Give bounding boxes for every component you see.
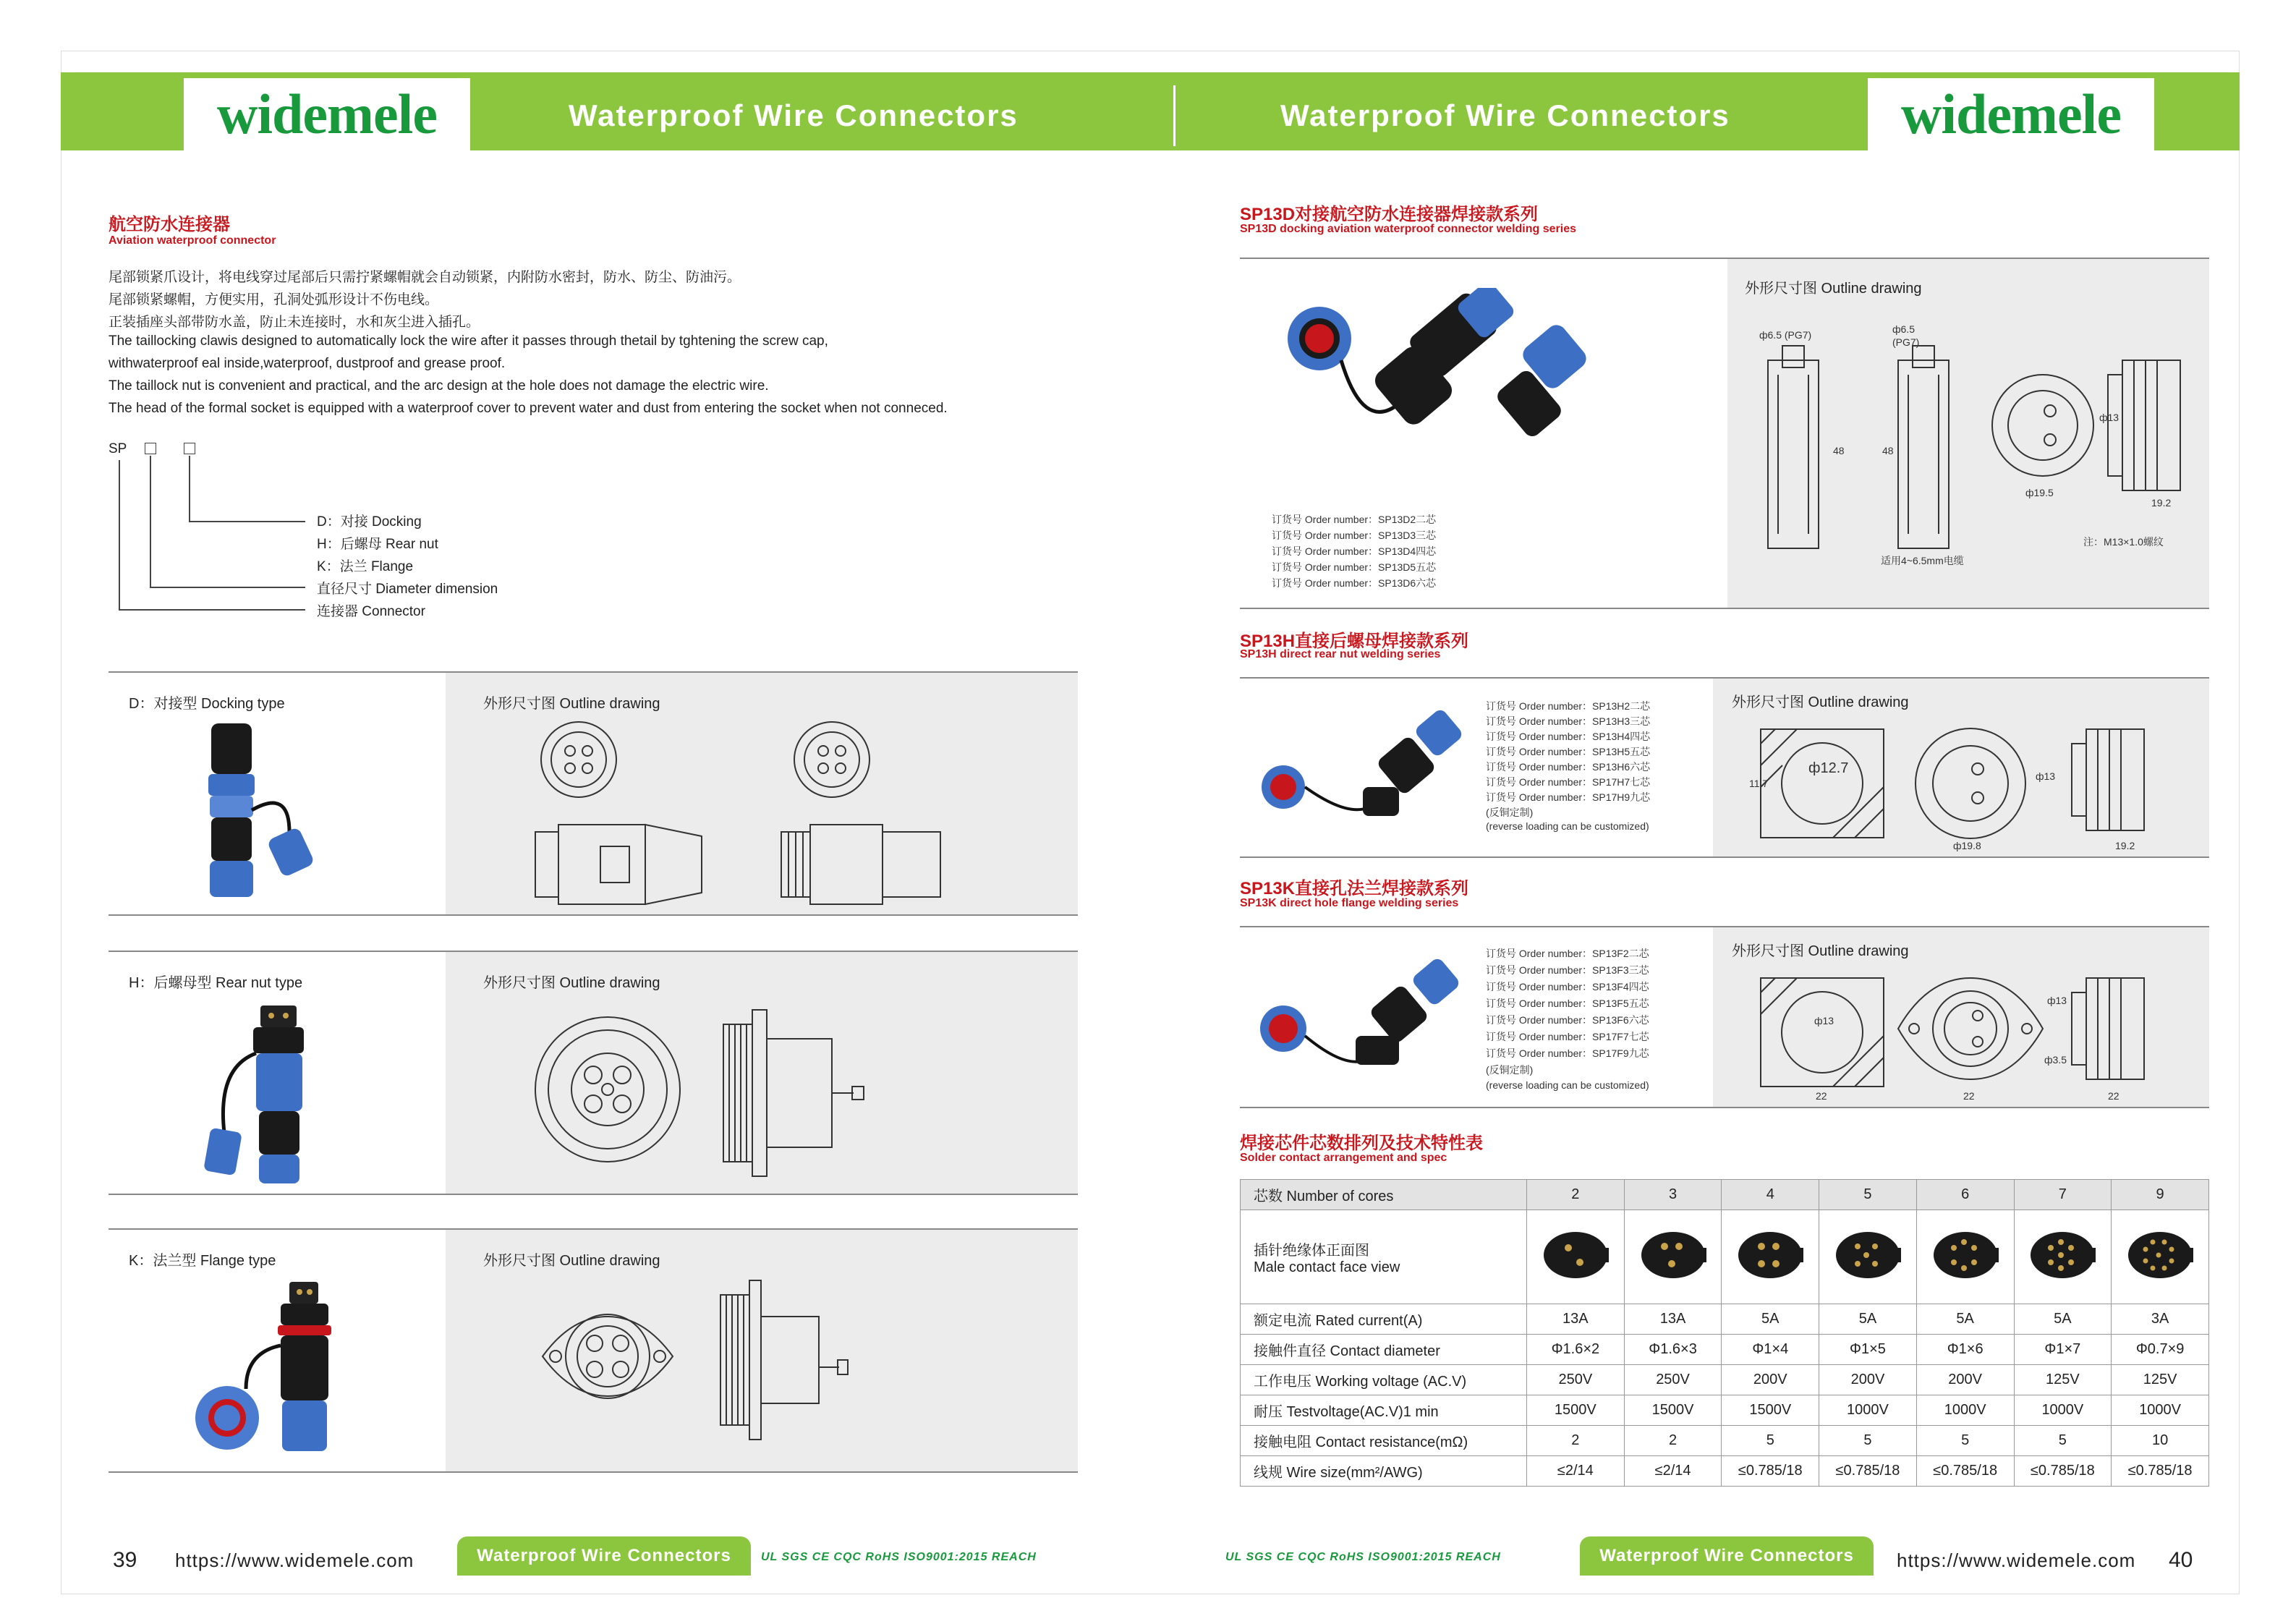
dim-label: ф6.5 <box>1892 323 1915 335</box>
core-count: 4 <box>1722 1180 1819 1210</box>
header-title-left: Waterproof Wire Connectors <box>569 98 1019 132</box>
face-view-cell <box>1819 1210 1917 1304</box>
table-row-working-voltage <box>1241 1365 2209 1395</box>
dim-label: ф13 <box>1814 1015 1834 1026</box>
cell: ≤0.785/18 <box>1916 1456 2014 1487</box>
code-item-diameter: 直径尺寸 Diameter dimension <box>317 582 498 597</box>
order-number: 订货号 Order number：SP17F9九芯 <box>1486 1047 1649 1059</box>
certification-marks-left: UL SGS CE CQC RoHS ISO9001:2015 REACH <box>761 1551 1037 1563</box>
footer-url-left[interactable]: https://www.widemele.com <box>175 1549 414 1571</box>
cell: ≤0.785/18 <box>2014 1456 2112 1487</box>
left-section-title: 航空防水连接器 <box>109 215 230 234</box>
code-item-connector: 连接器 Connector <box>317 604 425 619</box>
cell: 5 <box>1916 1426 2014 1456</box>
docking-connector-photo <box>181 716 354 911</box>
intro-line: 正装插座头部带防水盖，防止未连接时，水和灰尘进入插孔。 <box>109 315 480 330</box>
face-view-5-pin <box>1832 1226 1904 1284</box>
code-item-docking: D：对接 Docking <box>317 514 422 530</box>
dim-label: 22 <box>1963 1090 1975 1102</box>
cell: 13A <box>1624 1304 1722 1335</box>
cell: 2 <box>1624 1426 1722 1456</box>
sp13h-connector-photo <box>1247 700 1479 845</box>
order-number: 订货号 Order number：SP13F3三芯 <box>1486 964 1649 976</box>
code-item-flange: K：法兰 Flange <box>317 559 414 574</box>
cell: 250V <box>1527 1365 1625 1395</box>
brand-logo-text: widemele <box>217 82 437 145</box>
order-number: 订货号 Order number：SP13F2二芯 <box>1486 948 1649 959</box>
sp13k-connector-photo <box>1247 949 1479 1094</box>
code-line <box>189 521 305 522</box>
cell: ≤0.785/18 <box>1722 1456 1819 1487</box>
code-line <box>119 460 120 611</box>
row-label: 线规 Wire size(mm²/AWG) <box>1241 1456 1527 1487</box>
series-subtitle-sp13h: SP13H direct rear nut welding series <box>1240 648 1441 660</box>
dim-label: 11.7 <box>1749 778 1769 789</box>
cell: 1000V <box>1916 1395 2014 1426</box>
intro-line: 尾部锁紧爪设计，将电线穿过尾部后只需拧紧螺帽就会自动锁紧，内附防水密封，防水、防尘、防油污。 <box>109 270 741 285</box>
dim-label: 19.2 <box>2115 840 2135 851</box>
code-box-diameter <box>145 443 156 454</box>
footer-pill-right: Waterproof Wire Connectors <box>1580 1536 1874 1576</box>
table-row-contact-resistance <box>1241 1426 2209 1456</box>
dim-label: ф6.5 (PG7) <box>1759 329 1812 341</box>
drawing-label: 外形尺寸图 Outline drawing <box>483 975 660 991</box>
table-row-wire-size <box>1241 1456 2209 1487</box>
core-count: 2 <box>1527 1180 1625 1210</box>
cell: ≤0.785/18 <box>2112 1456 2209 1487</box>
sp13d-connector-photo <box>1276 288 1609 476</box>
dim-label: ф13 <box>2047 995 2067 1006</box>
table-subtitle: Solder contact arrangement and spec <box>1240 1152 1447 1164</box>
cell: 5 <box>1722 1426 1819 1456</box>
page-number-left: 39 <box>113 1548 137 1572</box>
face-view-cell <box>1722 1210 1819 1304</box>
intro-line: The taillock nut is convenient and practical, and the arc design at the hole does not damage the electric wire. <box>109 378 769 394</box>
core-count: 7 <box>2014 1180 2112 1210</box>
brand-logo-left <box>184 78 470 150</box>
row-label: 耐压 Testvoltage(AC.V)1 min <box>1241 1395 1527 1426</box>
order-note: (reverse loading can be customized) <box>1486 820 1649 832</box>
cell: 1500V <box>1527 1395 1625 1426</box>
order-number: 订货号 Order number：SP17H7七芯 <box>1486 776 1651 788</box>
code-line <box>150 587 305 588</box>
series-title-sp13k: SP13K直接孔法兰焊接款系列 <box>1240 879 1469 898</box>
cell: Φ1×6 <box>1916 1335 2014 1365</box>
dim-label: 48 <box>1882 445 1894 456</box>
code-item-rear-nut: H：后螺母 Rear nut <box>317 537 438 552</box>
series-subtitle-sp13k: SP13K direct hole flange welding series <box>1240 897 1459 909</box>
certification-marks-right: UL SGS CE CQC RoHS ISO9001:2015 REACH <box>1225 1551 1501 1563</box>
code-line <box>150 456 151 587</box>
type-label: H：后螺母型 Rear nut type <box>129 975 303 991</box>
cell: 250V <box>1624 1365 1722 1395</box>
intro-line: 尾部锁紧螺帽，方便实用，孔洞处弧形设计不伤电线。 <box>109 292 439 307</box>
code-prefix: SP <box>109 441 127 456</box>
order-number: 订货号 Order number：SP17H9九芯 <box>1486 791 1651 803</box>
cell: Φ1×5 <box>1819 1335 1917 1365</box>
face-view-cell <box>1527 1210 1625 1304</box>
order-note: (反铜定制) <box>1486 807 1534 818</box>
brand-logo-right <box>1868 78 2154 150</box>
code-box-type <box>184 443 195 454</box>
cell: Φ1×4 <box>1722 1335 1819 1365</box>
docking-type-panel <box>109 671 1078 916</box>
table-row-contact-diameter <box>1241 1335 2209 1365</box>
cell: ≤2/14 <box>1527 1456 1625 1487</box>
face-view-label-cn: 插针绝缘体正面图 <box>1254 1242 1369 1259</box>
row-label: 额定电流 Rated current(A) <box>1241 1304 1527 1335</box>
cell: 5 <box>2014 1426 2112 1456</box>
cell: 13A <box>1527 1304 1625 1335</box>
order-number: 订货号 Order number：SP13D4四芯 <box>1272 545 1437 557</box>
order-number: 订货号 Order number：SP13D3三芯 <box>1272 530 1437 541</box>
rear-nut-outline-drawing <box>514 995 1063 1191</box>
series-title-sp13d: SP13D对接航空防水连接器焊接款系列 <box>1240 205 1539 224</box>
face-view-2-pin <box>1539 1226 1612 1284</box>
cell: 5 <box>1819 1426 1917 1456</box>
dim-label: 22 <box>2108 1090 2119 1102</box>
flange-type-panel <box>109 1228 1078 1473</box>
code-line <box>119 609 305 611</box>
order-number: 订货号 Order number：SP13D6六芯 <box>1272 577 1437 589</box>
cell: 200V <box>1722 1365 1819 1395</box>
order-number: 订货号 Order number：SP17F7七芯 <box>1486 1031 1649 1042</box>
table-row-test-voltage <box>1241 1395 2209 1426</box>
order-number: 订货号 Order number：SP13H5五芯 <box>1486 746 1651 757</box>
cell: 5A <box>2014 1304 2112 1335</box>
dim-label: ф3.5 <box>2044 1054 2067 1066</box>
sp13d-outline-drawing <box>1739 317 2202 599</box>
dim-label: 22 <box>1816 1090 1827 1102</box>
left-section-subtitle: Aviation waterproof connector <box>109 234 276 247</box>
core-count: 5 <box>1819 1180 1917 1210</box>
core-count: 9 <box>2112 1180 2209 1210</box>
dim-label: 48 <box>1833 445 1845 456</box>
cell: Φ1.6×3 <box>1624 1335 1722 1365</box>
cell: Φ1×7 <box>2014 1335 2112 1365</box>
dim-note: 注：M13×1.0螺纹 <box>2083 536 2164 548</box>
face-view-cell <box>2112 1210 2209 1304</box>
footer-url-right[interactable]: https://www.widemele.com <box>1897 1549 2136 1571</box>
dim-label: ф19.5 <box>2025 487 2054 498</box>
cell: 10 <box>2112 1426 2209 1456</box>
dim-label: ф13 <box>2099 412 2119 423</box>
rear-nut-type-panel <box>109 951 1078 1195</box>
face-view-3-pin <box>1637 1226 1709 1284</box>
face-view-label <box>1241 1210 1527 1304</box>
dim-label: 19.2 <box>2151 497 2172 509</box>
cell: 5A <box>1722 1304 1819 1335</box>
table-title: 焊接芯件芯数排列及技术特性表 <box>1240 1134 1483 1153</box>
face-view-cell <box>2014 1210 2112 1304</box>
cell: 125V <box>2112 1365 2209 1395</box>
spec-table <box>1240 1179 2209 1487</box>
type-label: K：法兰型 Flange type <box>129 1253 276 1269</box>
order-number: 订货号 Order number：SP13F4四芯 <box>1486 981 1649 992</box>
dim-label: (PG7) <box>1892 336 1920 348</box>
core-count: 3 <box>1624 1180 1722 1210</box>
sp13h-outline-drawing <box>1746 715 2202 852</box>
cell: Φ1.6×2 <box>1527 1335 1625 1365</box>
face-view-cell <box>1624 1210 1722 1304</box>
series-panel-sp13h <box>1240 677 2209 858</box>
order-number: 订货号 Order number：SP13D5五芯 <box>1272 561 1437 573</box>
rear-nut-connector-photo <box>181 995 354 1191</box>
page-number-right: 40 <box>2169 1548 2193 1572</box>
dim-label: ф19.8 <box>1953 840 1981 851</box>
drawing-label: 外形尺寸图 Outline drawing <box>1732 694 1909 710</box>
brand-logo-text: widemele <box>1901 82 2121 145</box>
cell: Φ0.7×9 <box>2112 1335 2209 1365</box>
cell: 1000V <box>2112 1395 2209 1426</box>
face-view-6-pin <box>1929 1226 2002 1284</box>
cell: 5A <box>1819 1304 1917 1335</box>
cell: 200V <box>1916 1365 2014 1395</box>
intro-line: The taillocking clawis designed to automatically lock the wire after it passes through thetail by tghtening the screw cap, <box>109 333 828 349</box>
series-panel-sp13k <box>1240 926 2209 1108</box>
face-view-label-en: Male contact face view <box>1254 1259 1400 1275</box>
table-row-face-view <box>1241 1210 2209 1304</box>
cell: ≤2/14 <box>1624 1456 1722 1487</box>
footer-pill-left: Waterproof Wire Connectors <box>457 1536 751 1576</box>
drawing-label: 外形尺寸图 Outline drawing <box>1732 943 1909 959</box>
face-view-4-pin <box>1734 1226 1806 1284</box>
drawing-label: 外形尺寸图 Outline drawing <box>483 696 660 712</box>
drawing-label: 外形尺寸图 Outline drawing <box>1745 281 1922 297</box>
cell: 1000V <box>1819 1395 1917 1426</box>
drawing-label: 外形尺寸图 Outline drawing <box>483 1253 660 1269</box>
docking-outline-drawing <box>514 716 1063 911</box>
face-view-cell <box>1916 1210 2014 1304</box>
order-number: 订货号 Order number：SP13D2二芯 <box>1272 514 1437 525</box>
cell: 1500V <box>1722 1395 1819 1426</box>
order-number: 订货号 Order number：SP13F5五芯 <box>1486 998 1649 1009</box>
order-number: 订货号 Order number：SP13H6六芯 <box>1486 761 1651 773</box>
core-count: 6 <box>1916 1180 2014 1210</box>
series-title-sp13h: SP13H直接后螺母焊接款系列 <box>1240 632 1469 651</box>
row-label: 接触件直径 Contact diameter <box>1241 1335 1527 1365</box>
row-label: 工作电压 Working voltage (AC.V) <box>1241 1365 1527 1395</box>
table-header-row <box>1241 1180 2209 1210</box>
cell: 3A <box>2112 1304 2209 1335</box>
cell: 200V <box>1819 1365 1917 1395</box>
flange-outline-drawing <box>514 1273 1063 1468</box>
order-number: 订货号 Order number：SP13H4四芯 <box>1486 731 1651 742</box>
cell: 5A <box>1916 1304 2014 1335</box>
cell: 1000V <box>2014 1395 2112 1426</box>
series-subtitle-sp13d: SP13D docking aviation waterproof connector welding series <box>1240 223 1576 235</box>
intro-line: The head of the formal socket is equipped with a waterproof cover to prevent water and dust from entering the socket when not conneced. <box>109 401 948 416</box>
face-view-7-pin <box>2026 1226 2099 1284</box>
face-view-9-pin <box>2124 1226 2196 1284</box>
dim-label: ф12.7 <box>1808 760 1849 776</box>
table-header-label: 芯数 Number of cores <box>1241 1180 1527 1210</box>
intro-line: withwaterproof eal inside,waterproof, dustproof and grease proof. <box>109 356 506 371</box>
dim-label: ф13 <box>2036 770 2056 782</box>
order-note: (反铜定制) <box>1486 1064 1534 1076</box>
sp13k-outline-drawing <box>1746 964 2202 1105</box>
order-number: 订货号 Order number：SP13F6六芯 <box>1486 1014 1649 1026</box>
order-note: (reverse loading can be customized) <box>1486 1079 1649 1091</box>
dim-note: 适用4~6.5mm电缆 <box>1881 555 1964 566</box>
cell: 1500V <box>1624 1395 1722 1426</box>
cell: ≤0.785/18 <box>1819 1456 1917 1487</box>
order-number: 订货号 Order number：SP13H3三芯 <box>1486 715 1651 727</box>
series-panel-sp13d <box>1240 258 2209 609</box>
row-label: 接触电阻 Contact resistance(mΩ) <box>1241 1426 1527 1456</box>
cell: 125V <box>2014 1365 2112 1395</box>
cell: 2 <box>1527 1426 1625 1456</box>
code-line <box>189 456 190 522</box>
type-label: D：对接型 Docking type <box>129 696 285 712</box>
table-row-rated-current <box>1241 1304 2209 1335</box>
header-divider <box>1173 85 1175 146</box>
flange-connector-photo <box>181 1273 369 1468</box>
order-number: 订货号 Order number：SP13H2二芯 <box>1486 700 1651 712</box>
header-title-right: Waterproof Wire Connectors <box>1280 98 1730 132</box>
